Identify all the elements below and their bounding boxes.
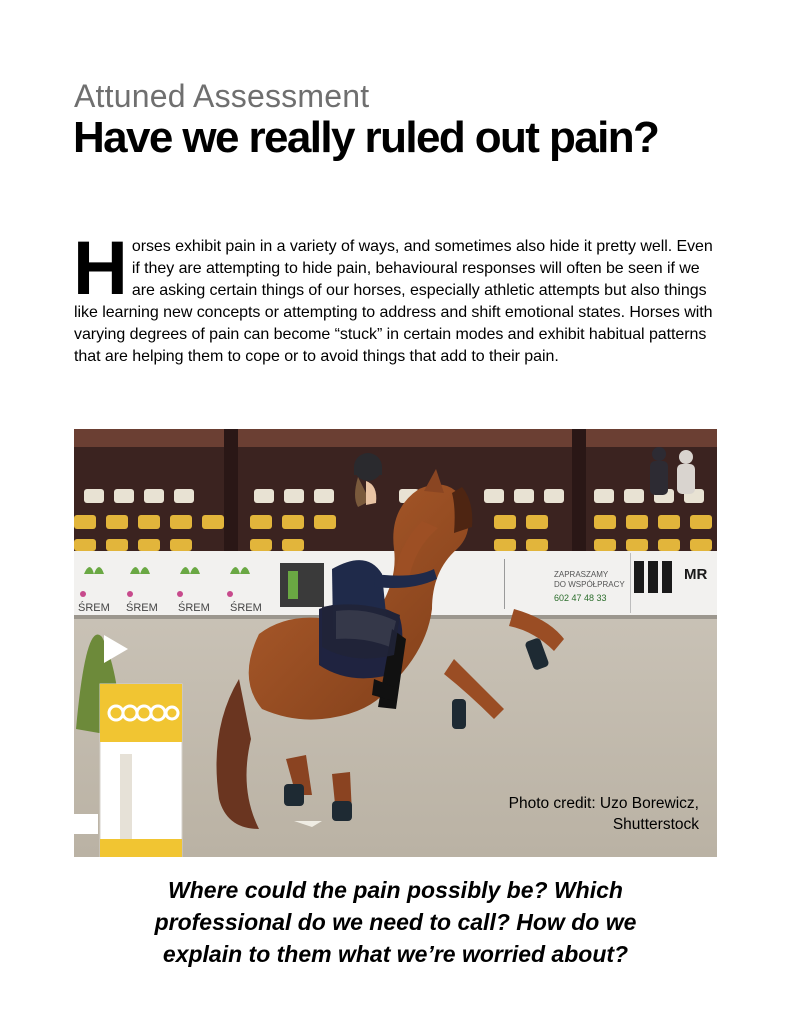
- article-body: [73, 226, 718, 368]
- photo-credit-line-2: Shutterstock: [612, 816, 699, 833]
- banner-text-7: 602 47 48 33: [554, 593, 607, 603]
- headline: Have we really ruled out pain?: [73, 113, 659, 162]
- banner-text-5: ZAPRASZAMY: [554, 570, 609, 579]
- mu-logo: [634, 561, 672, 593]
- pull-quote: [74, 874, 717, 970]
- banner-text-8: MR: [684, 566, 708, 583]
- saddle-pad: [322, 604, 400, 658]
- banner-text-1: ŚREM: [78, 602, 110, 614]
- photo-credit-line-1: Photo credit: Uzo Borewicz,: [508, 795, 699, 812]
- banner-text-2: ŚREM: [126, 602, 158, 614]
- banner-text-6: DO WSPÓŁPRACY: [554, 580, 625, 589]
- photo-horse-rearing: [74, 429, 717, 857]
- drop-cap: H: [73, 226, 128, 311]
- banner-text-3: ŚREM: [178, 602, 210, 614]
- photo-credit: [509, 793, 699, 835]
- pull-quote-line-1: Where could the pain possibly be? Which: [168, 877, 623, 903]
- article-body-text: orses exhibit pain in a variety of ways, and sometimes also hide it pretty well. Even if they are attempting to hide pain, behavioural responses will often be seen if we are asking certain things of our horses, especially athletic attempts but also things like learning new concepts or attempting to address and shift emotional states. Horses with varying degrees of pain can become “stuck” in certain modes and exhibit habitual patterns that are helping them to cope or to avoid things that add to their pain.: [74, 238, 713, 365]
- pull-quote-line-3: explain to them what we’re worried about?: [162, 941, 629, 967]
- pull-quote-line-2: professional do we need to call? How do we: [154, 909, 637, 935]
- kicker: Attuned Assessment: [74, 78, 370, 114]
- banner-text-4: ŚREM: [230, 602, 262, 614]
